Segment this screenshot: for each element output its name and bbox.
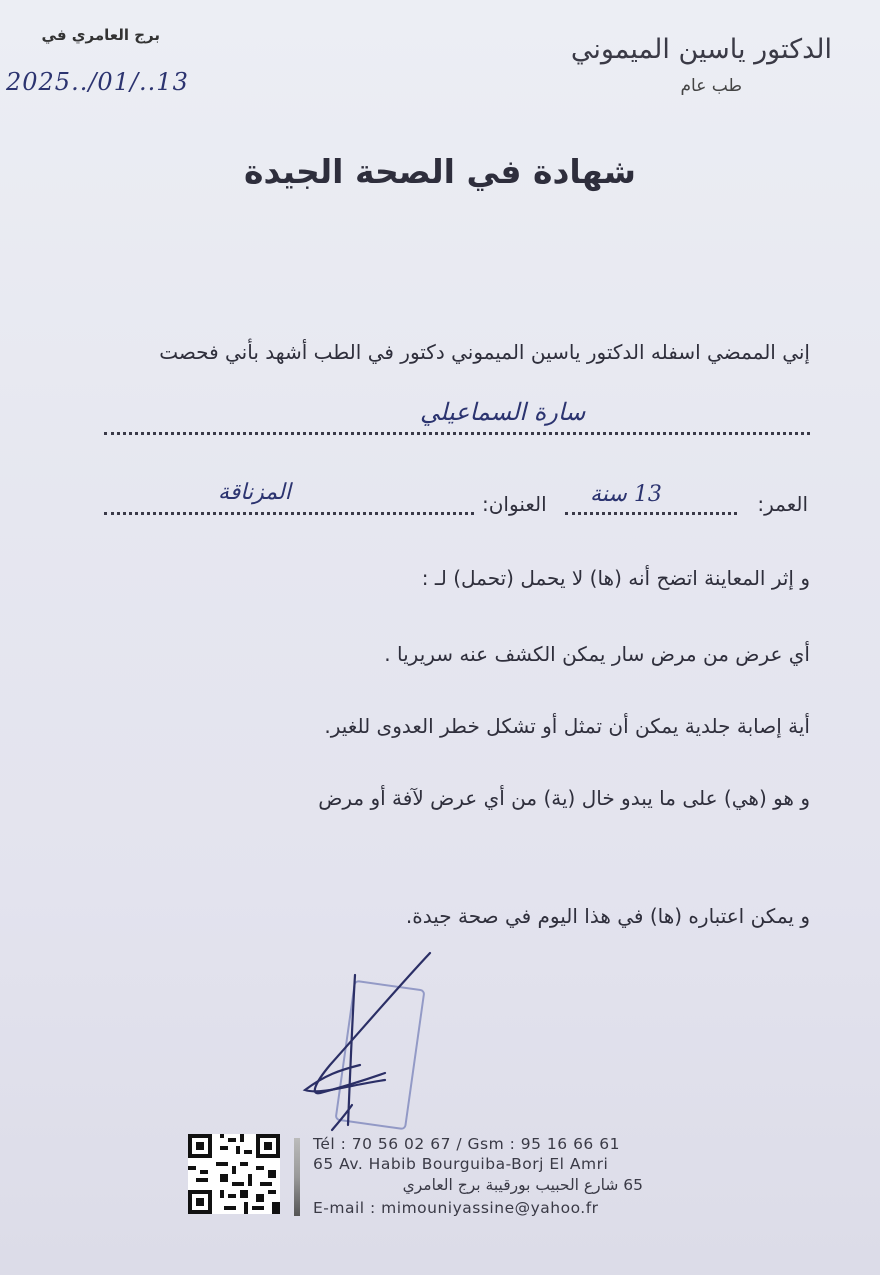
condition-line-3: و هو (هي) على ما يبدو خال (ية) من أي عرض لآفة أو مرض — [318, 786, 810, 810]
doctor-name: الدكتور ياسين الميموني — [570, 34, 832, 65]
age-value-handwritten: 13 سنة — [590, 482, 662, 507]
address-label: العنوان: — [482, 492, 547, 516]
address-dotted-line — [104, 512, 474, 515]
footer-address-fr: 65 Av. Habib Bourguiba-Borj El Amri — [313, 1155, 609, 1173]
condition-line-2: أية إصابة جلدية يمكن أن تمثل أو تشكل خطر العدوى للغير. — [324, 714, 810, 738]
date-handwritten: 2025../01/..13 — [6, 68, 189, 96]
qr-code-icon — [188, 1133, 280, 1215]
intro-line: إني الممضي اسفله الدكتور ياسين الميموني دكتور في الطب أشهد بأني فحصت — [159, 340, 810, 364]
condition-line-1: أي عرض من مرض سار يمكن الكشف عنه سريريا . — [384, 642, 810, 666]
signature-stamp — [290, 945, 450, 1145]
age-label: العمر: — [757, 492, 808, 516]
footer-phone: Tél : 70 56 02 67 / Gsm : 95 16 66 61 — [313, 1135, 620, 1153]
signature-icon — [305, 953, 430, 1130]
footer-email: E-mail : mimouniyassine@yahoo.fr — [313, 1199, 599, 1217]
place-label: برج العامري في — [41, 26, 160, 44]
conclusion-line: و يمكن اعتباره (ها) في هذا اليوم في صحة جيدة. — [405, 904, 810, 928]
footer-address-ar: 65 شارع الحبيب بورقيبة برج العامري — [402, 1176, 643, 1194]
address-value-handwritten: المزناقة — [218, 480, 291, 505]
doctor-specialty: طب عام — [680, 76, 742, 96]
certificate-title: شهادة في الصحة الجيدة — [243, 152, 637, 191]
name-dotted-line — [104, 432, 810, 435]
footer-divider — [294, 1138, 300, 1216]
findings-line: و إثر المعاينة اتضح أنه (ها) لا يحمل (تحمل) لـ : — [421, 566, 810, 590]
age-dotted-line — [565, 512, 737, 515]
patient-name-handwritten: سارة السماعيلي — [420, 398, 586, 426]
